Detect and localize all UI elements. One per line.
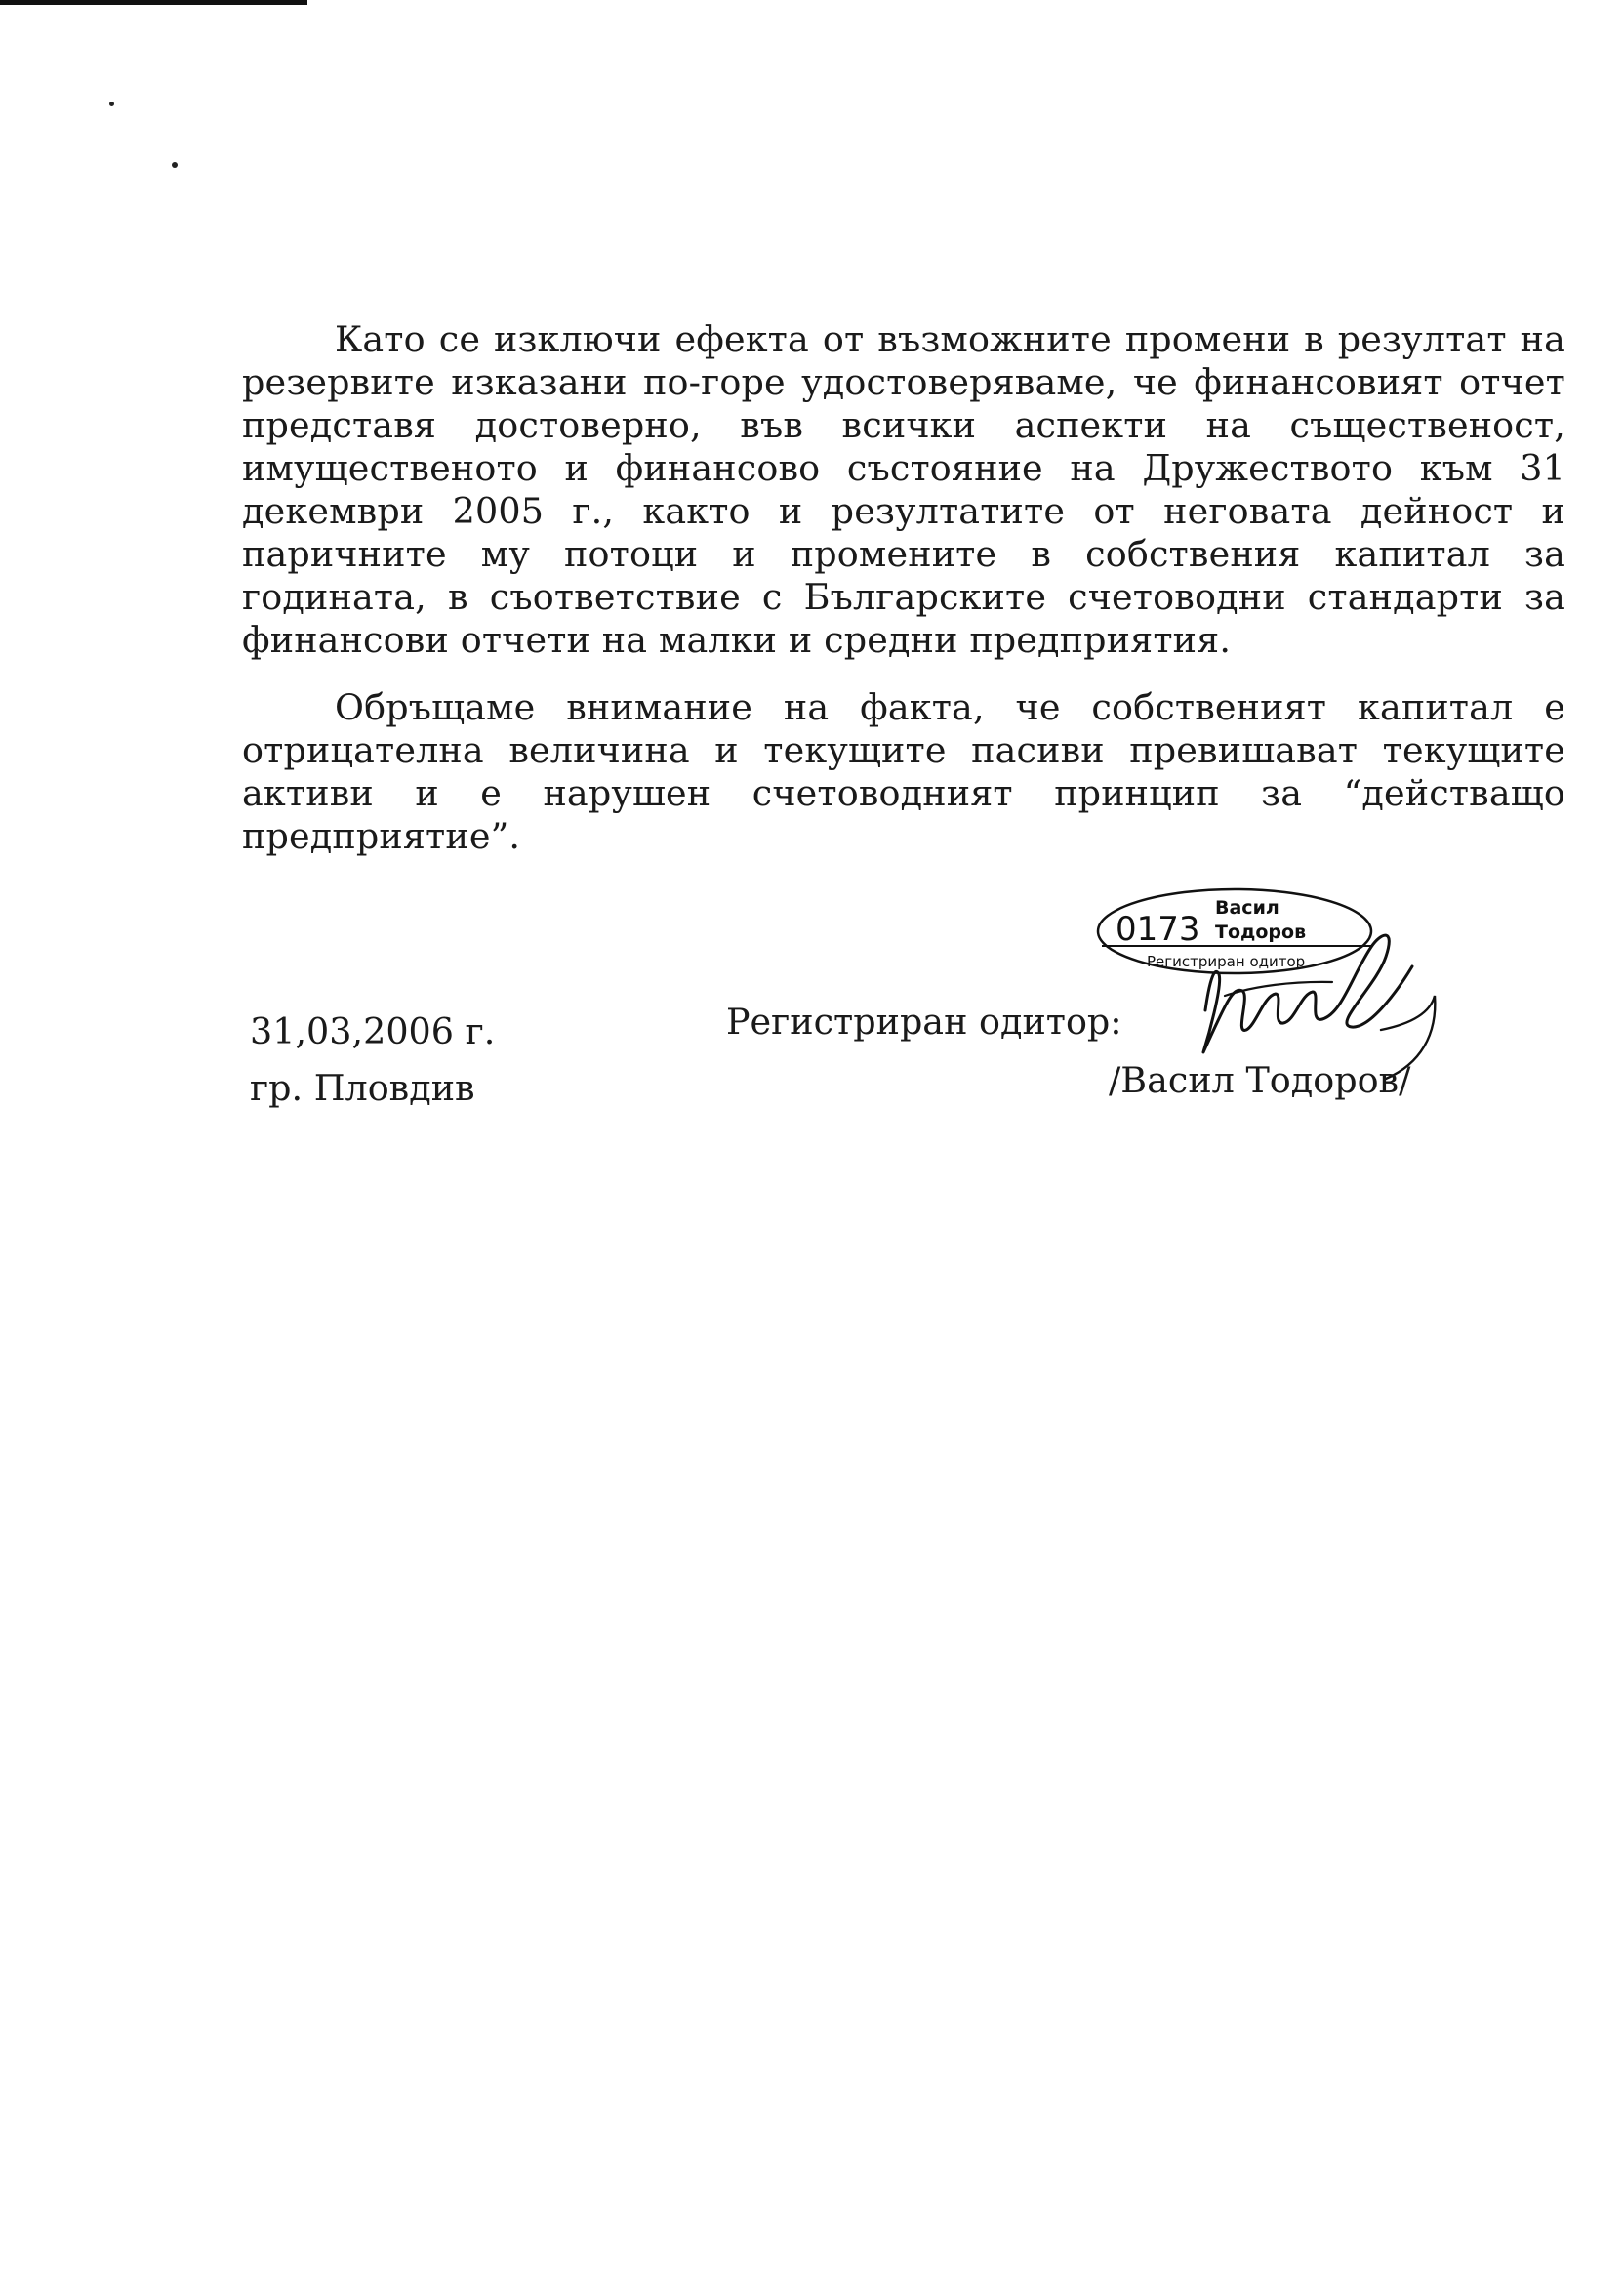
stamp-number: 0173 bbox=[1116, 910, 1200, 949]
auditor-name: /Васил Тодоров/ bbox=[1109, 1059, 1411, 1101]
body-paragraph-opinion: Като се изключи ефекта от възможните промени в резултат на резервите изказани по-горе удостоверяваме, че финансовият отчет представя достоверно, във всички аспекти на същественост, имущественото и финансово състояние на Дружеството към 31 декември 2005 г., както и резултатите от неговата дейност и паричните му потоци и промените в собствения капитал за годината, в съответствие с Българските счетоводни стандарти за финансови отчети на малки и средни предприятия. bbox=[242, 318, 1565, 661]
stamp-last-name: Тодоров bbox=[1215, 922, 1307, 943]
scan-speck bbox=[172, 162, 178, 168]
stamp-first-name: Васил bbox=[1215, 897, 1279, 919]
document-date: 31,03,2006 г. bbox=[250, 1010, 496, 1052]
scan-speck bbox=[109, 102, 114, 106]
body-paragraph-emphasis: Обръщаме внимание на факта, че собственият капитал е отрицателна величина и текущите пасиви превишават текущите активи и е нарушен счетоводният принцип за “действащо предприятие”. bbox=[242, 686, 1565, 857]
scan-edge-line bbox=[0, 0, 307, 5]
document-city: гр. Пловдив bbox=[250, 1067, 475, 1109]
stamp-role: Регистриран одитор bbox=[1147, 953, 1306, 970]
auditor-label: Регистриран одитор: bbox=[726, 1001, 1122, 1043]
